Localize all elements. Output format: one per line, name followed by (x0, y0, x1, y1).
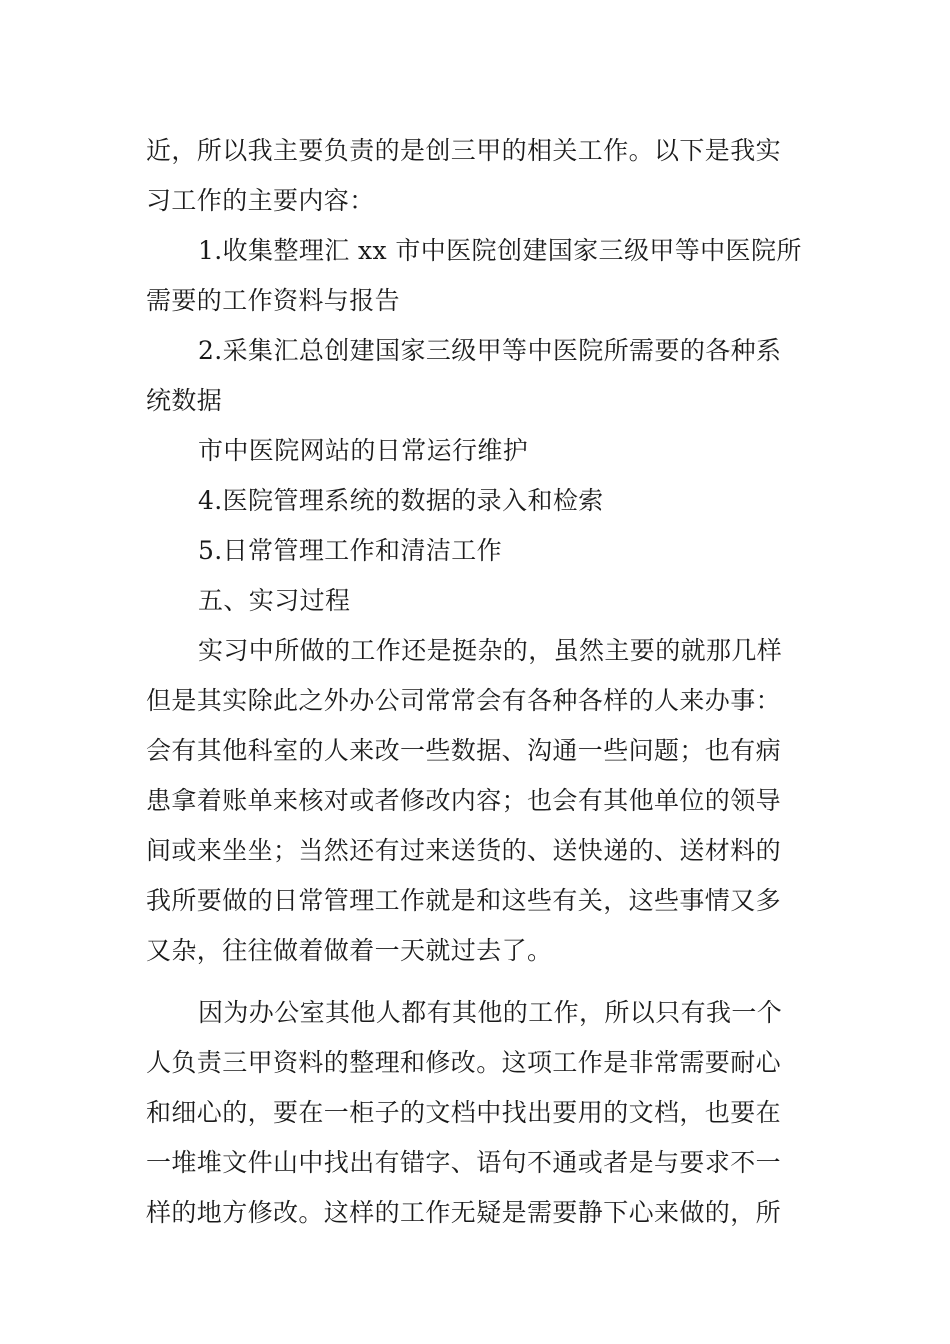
paragraph-line: 样的地方修改。这样的工作无疑是需要静下心来做的，所 (146, 1198, 782, 1227)
paragraph-line: 又杂，往往做着做着一天就过去了。 (146, 936, 553, 965)
paragraph-line: 但是其实除此之外办公司常常会有各种各样的人来办事： (146, 686, 782, 715)
document-body (146, 126, 808, 1238)
paragraph-line: 我所要做的日常管理工作就是和这些有关，这些事情又多 (146, 886, 782, 915)
list-item: 市中医院网站的日常运行维护 (198, 436, 529, 465)
list-item: 2.采集汇总创建国家三级甲等中医院所需要的各种系 (198, 336, 782, 365)
list-item: 4.医院管理系统的数据的录入和检索 (198, 486, 604, 515)
paragraph-line: 患拿着账单来核对或者修改内容；也会有其他单位的领导 (146, 786, 782, 815)
list-item: 5.日常管理工作和清洁工作 (198, 536, 503, 565)
paragraph-gap (146, 976, 808, 988)
paragraph-line: 因为办公室其他人都有其他的工作，所以只有我一个 (198, 998, 783, 1027)
list-item: 1.收集整理汇 xx 市中医院创建国家三级甲等中医院所 (198, 236, 802, 265)
paragraph-line: 一堆堆文件山中找出有错字、语句不通或者是与要求不一 (146, 1148, 782, 1177)
paragraph-line: 会有其他科室的人来改一些数据、沟通一些问题；也有病 (146, 736, 782, 765)
text-line: 需要的工作资料与报告 (146, 286, 401, 315)
paragraph-line: 和细心的，要在一柜子的文档中找出要用的文档，也要在 (146, 1098, 782, 1127)
paragraph-line: 间或来坐坐；当然还有过来送货的、送快递的、送材料的 (146, 836, 782, 865)
section-heading: 五、实习过程 (198, 586, 351, 615)
paragraph-line: 实习中所做的工作还是挺杂的，虽然主要的就那几样 (198, 636, 783, 665)
text-line: 习工作的主要内容： (146, 186, 375, 215)
text-line: 统数据 (146, 386, 223, 415)
text-line: 近，所以我主要负责的是创三甲的相关工作。以下是我实 (146, 136, 782, 165)
paragraph-line: 人负责三甲资料的整理和修改。这项工作是非常需要耐心 (146, 1048, 782, 1077)
